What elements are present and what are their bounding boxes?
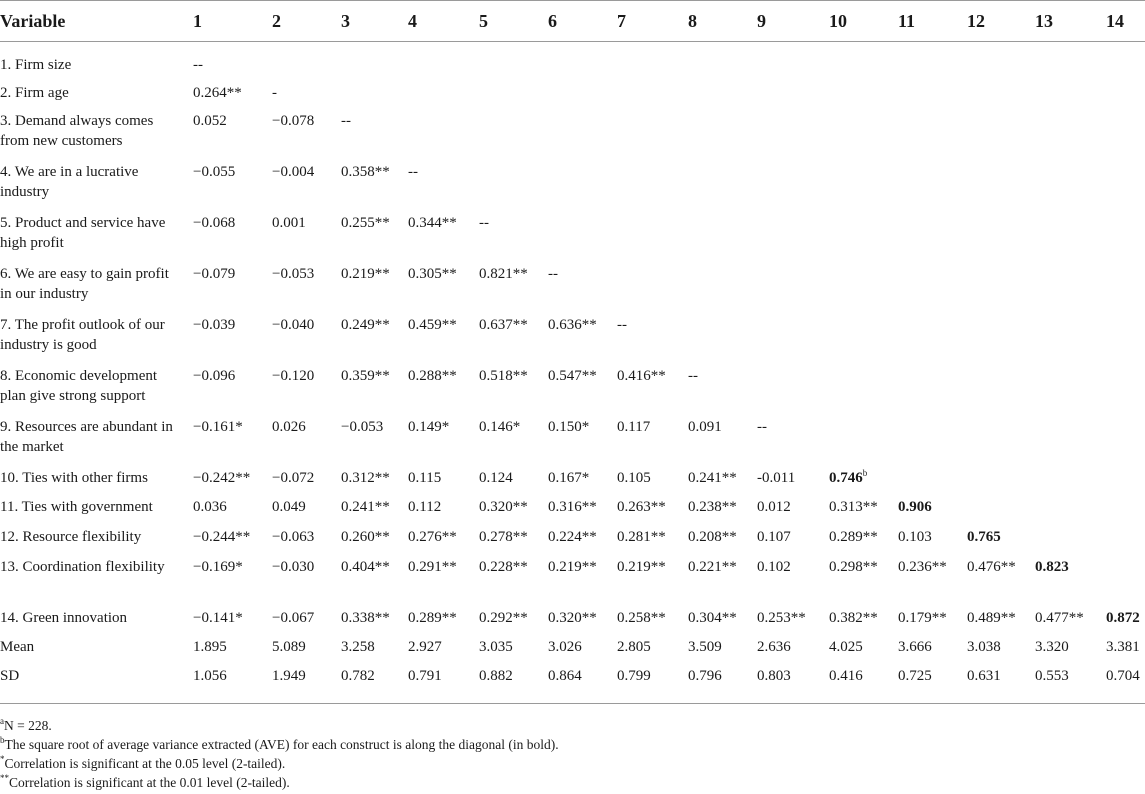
table-cell: 0.288** bbox=[408, 368, 457, 384]
table-cell: 0.359** bbox=[341, 368, 390, 384]
table-cell: -- bbox=[408, 164, 418, 180]
table-cell: −0.169* bbox=[193, 559, 243, 575]
table-cell: 0.278** bbox=[479, 529, 528, 545]
table-cell: 0.115 bbox=[408, 470, 442, 486]
row-variable-label: 1. Firm size bbox=[0, 57, 72, 73]
table-row bbox=[0, 664, 1145, 692]
table-cell: 0.263** bbox=[617, 499, 666, 515]
table-cell: 3.666 bbox=[898, 639, 932, 655]
footnote-text: The square root of average variance extracted (AVE) for each construct is along the diagonal (in bold). bbox=[4, 737, 559, 752]
table-cell: 0.782 bbox=[341, 668, 375, 684]
table-cell: 0.298** bbox=[829, 559, 878, 575]
table-cell: 0.012 bbox=[757, 499, 791, 515]
row-variable-label: SD bbox=[0, 668, 20, 684]
table-cell: −0.039 bbox=[193, 317, 236, 333]
table-cell: 0.476** bbox=[967, 559, 1016, 575]
table-cell: 0.026 bbox=[272, 419, 306, 435]
table-cell: 0.404** bbox=[341, 559, 390, 575]
table-cell: -- bbox=[479, 215, 489, 231]
table-cell: 0.553 bbox=[1035, 668, 1069, 684]
table-row bbox=[0, 364, 1145, 415]
table-cell: 0.224** bbox=[548, 529, 597, 545]
table-row bbox=[0, 555, 1145, 606]
table-cell: 3.035 bbox=[479, 639, 513, 655]
table-cell: 0.803 bbox=[757, 668, 791, 684]
table-cell: 3.038 bbox=[967, 639, 1001, 655]
table-cell: 0.124 bbox=[479, 470, 513, 486]
table-cell: 0.179** bbox=[898, 610, 947, 626]
footnote bbox=[0, 754, 1145, 773]
table-cell: 0.338** bbox=[341, 610, 390, 626]
table-cell: 0.305** bbox=[408, 266, 457, 282]
table-cell: 3.258 bbox=[341, 639, 375, 655]
table-cell: 0.416 bbox=[829, 668, 863, 684]
table-cell: 2.636 bbox=[757, 639, 791, 655]
table-cell: 0.304** bbox=[688, 610, 737, 626]
diagonal-ave-value bbox=[1106, 608, 1140, 628]
header-col-5: 5 bbox=[479, 11, 488, 31]
table-cell: -- bbox=[193, 57, 203, 73]
table-row bbox=[0, 313, 1145, 364]
table-cell: 0.725 bbox=[898, 668, 932, 684]
table-row bbox=[0, 606, 1145, 635]
table-cell: 0.358** bbox=[341, 164, 390, 180]
table-cell: 0.228** bbox=[479, 559, 528, 575]
table-cell: 0.001 bbox=[272, 215, 306, 231]
table-cell: 3.381 bbox=[1106, 639, 1140, 655]
table-cell: −0.053 bbox=[272, 266, 315, 282]
header-col-3: 3 bbox=[341, 11, 350, 31]
footnote-text: Correlation is significant at the 0.01 level (2-tailed). bbox=[9, 775, 290, 790]
footnote-marker: ** bbox=[0, 773, 9, 783]
table-cell: 0.276** bbox=[408, 529, 457, 545]
table-row bbox=[0, 160, 1145, 211]
row-variable-label: Mean bbox=[0, 639, 35, 655]
diagonal-ave-value bbox=[898, 497, 932, 517]
diagonal-ave-value bbox=[829, 468, 867, 488]
table-cell: −0.067 bbox=[272, 610, 315, 626]
table-cell: 0.208** bbox=[688, 529, 737, 545]
table-cell: 0.791 bbox=[408, 668, 442, 684]
table-cell: 0.103 bbox=[898, 529, 932, 545]
table-cell: 0.112 bbox=[408, 499, 442, 515]
footnote-marker: a bbox=[0, 716, 4, 726]
table-cell: 0.102 bbox=[757, 559, 791, 575]
table-cell: 5.089 bbox=[272, 639, 306, 655]
header-col-4: 4 bbox=[408, 11, 417, 31]
table-cell: 0.258** bbox=[617, 610, 666, 626]
table-cell: 0.344** bbox=[408, 215, 457, 231]
table-cell: 0.091 bbox=[688, 419, 722, 435]
table-cell: −0.161* bbox=[193, 419, 243, 435]
table-cell: 0.253** bbox=[757, 610, 806, 626]
header-col-6: 6 bbox=[548, 11, 557, 31]
table-cell: 0.704 bbox=[1106, 668, 1140, 684]
table-cell: 0.219** bbox=[341, 266, 390, 282]
table-cell: −0.068 bbox=[193, 215, 236, 231]
header-col-11: 11 bbox=[898, 11, 916, 31]
row-variable-label: 14. Green innovation bbox=[0, 610, 128, 626]
row-variable-label: 3. Demand always comes from new customers bbox=[0, 113, 154, 149]
header-col-14: 14 bbox=[1106, 11, 1124, 31]
table-cell: 2.805 bbox=[617, 639, 651, 655]
table-cell: 0.291** bbox=[408, 559, 457, 575]
header-col-7: 7 bbox=[617, 11, 626, 31]
header-col-9: 9 bbox=[757, 11, 766, 31]
table-cell: −0.053 bbox=[341, 419, 384, 435]
table-cell: −0.072 bbox=[272, 470, 315, 486]
row-variable-label: 13. Coordination flexibility bbox=[0, 559, 165, 575]
footnote-marker: b bbox=[0, 735, 5, 745]
table-cell: −0.004 bbox=[272, 164, 315, 180]
table-cell: 0.049 bbox=[272, 499, 306, 515]
table-cell: -- bbox=[688, 368, 698, 384]
table-cell: 0.416** bbox=[617, 368, 666, 384]
table-footnotes bbox=[0, 716, 1145, 792]
table-cell: -- bbox=[548, 266, 558, 282]
table-cell: 0.281** bbox=[617, 529, 666, 545]
table-cell: 4.025 bbox=[829, 639, 863, 655]
table-cell: 0.320** bbox=[479, 499, 528, 515]
table-cell: 0.036 bbox=[193, 499, 227, 515]
table-cell: 0.264** bbox=[193, 85, 242, 101]
table-cell: 0.882 bbox=[479, 668, 513, 684]
footnote-marker: * bbox=[0, 754, 5, 764]
table-cell: −0.079 bbox=[193, 266, 236, 282]
table-cell: 0.260** bbox=[341, 529, 390, 545]
table-cell: 0.221** bbox=[688, 559, 737, 575]
table-cell: −0.244** bbox=[193, 529, 251, 545]
ave-bold-value: 0.906 bbox=[898, 499, 932, 515]
table-cell: −0.040 bbox=[272, 317, 315, 333]
table-cell: 0.249** bbox=[341, 317, 390, 333]
row-variable-label: 8. Economic development plan give strong support bbox=[0, 368, 158, 404]
table-cell: 0.167* bbox=[548, 470, 590, 486]
table-cell: 0.637** bbox=[479, 317, 528, 333]
table-cell: 0.236** bbox=[898, 559, 947, 575]
table-cell: −0.120 bbox=[272, 368, 315, 384]
table-cell: 0.238** bbox=[688, 499, 737, 515]
ave-bold-value: 0.765 bbox=[967, 529, 1001, 545]
row-variable-label: 2. Firm age bbox=[0, 85, 69, 101]
table-row bbox=[0, 211, 1145, 262]
table-row bbox=[0, 635, 1145, 664]
header-col-12: 12 bbox=[967, 11, 985, 31]
ave-bold-value: 0.872 bbox=[1106, 610, 1140, 626]
table-cell: 0.292** bbox=[479, 610, 528, 626]
table-cell: 0.312** bbox=[341, 470, 390, 486]
table-bottom-rule bbox=[0, 703, 1145, 704]
table-cell: −0.030 bbox=[272, 559, 315, 575]
header-col-13: 13 bbox=[1035, 11, 1053, 31]
table-cell: 1.949 bbox=[272, 668, 306, 684]
table-row bbox=[0, 109, 1145, 160]
footnote bbox=[0, 716, 1145, 735]
row-variable-label: 9. Resources are abundant in the market bbox=[0, 419, 173, 455]
table-cell: 0.518** bbox=[479, 368, 528, 384]
header-col-8: 8 bbox=[688, 11, 697, 31]
table-cell: 0.219** bbox=[548, 559, 597, 575]
table-cell: 2.927 bbox=[408, 639, 442, 655]
table-cell: 0.105 bbox=[617, 470, 651, 486]
table-cell: 0.821** bbox=[479, 266, 528, 282]
table-cell: - bbox=[272, 85, 277, 101]
table-cell: 0.149* bbox=[408, 419, 450, 435]
row-variable-label: 7. The profit outlook of our industry is good bbox=[0, 317, 165, 353]
table-cell: −0.063 bbox=[272, 529, 315, 545]
table-cell: 0.799 bbox=[617, 668, 651, 684]
header-col-10: 10 bbox=[829, 11, 847, 31]
header-variable: Variable bbox=[0, 11, 66, 31]
footnote bbox=[0, 735, 1145, 754]
footnote-marker: b bbox=[862, 468, 868, 478]
ave-bold-value: 0.823 bbox=[1035, 559, 1069, 575]
diagonal-ave-value bbox=[967, 527, 1001, 547]
table-cell: −0.096 bbox=[193, 368, 236, 384]
row-variable-label: 6. We are easy to gain profit in our industry bbox=[0, 266, 169, 302]
table-cell: 0.219** bbox=[617, 559, 666, 575]
table-row bbox=[0, 466, 1145, 495]
table-cell: 0.255** bbox=[341, 215, 390, 231]
table-cell: 0.459** bbox=[408, 317, 457, 333]
footnote bbox=[0, 773, 1145, 792]
table-cell: 0.289** bbox=[829, 529, 878, 545]
table-cell: -- bbox=[341, 113, 351, 129]
header-col-1: 1 bbox=[193, 11, 202, 31]
table-cell: 0.107 bbox=[757, 529, 791, 545]
table-cell: 0.631 bbox=[967, 668, 1001, 684]
table-cell: −0.078 bbox=[272, 113, 315, 129]
row-variable-label: 11. Ties with government bbox=[0, 499, 153, 515]
row-variable-label: 12. Resource flexibility bbox=[0, 529, 142, 545]
table-cell: 0.313** bbox=[829, 499, 878, 515]
table-cell: -- bbox=[757, 419, 767, 435]
header-col-2: 2 bbox=[272, 11, 281, 31]
table-cell: 0.241** bbox=[688, 470, 737, 486]
table-cell: 0.477** bbox=[1035, 610, 1084, 626]
table-cell: 0.117 bbox=[617, 419, 651, 435]
table-cell: 1.056 bbox=[193, 668, 227, 684]
row-variable-label: 5. Product and service have high profit bbox=[0, 215, 166, 251]
row-variable-label: 4. We are in a lucrative industry bbox=[0, 164, 139, 200]
ave-bold-value: 0.746 bbox=[829, 470, 863, 486]
table-cell: 0.636** bbox=[548, 317, 597, 333]
table-cell: -- bbox=[617, 317, 627, 333]
table-cell: 0.864 bbox=[548, 668, 582, 684]
table-cell: 3.509 bbox=[688, 639, 722, 655]
table-cell: −0.242** bbox=[193, 470, 251, 486]
table-cell: 0.382** bbox=[829, 610, 878, 626]
table-cell: −0.141* bbox=[193, 610, 243, 626]
table-cell: 0.146* bbox=[479, 419, 521, 435]
table-cell: 0.241** bbox=[341, 499, 390, 515]
table-cell: 0.796 bbox=[688, 668, 722, 684]
table-cell: 3.026 bbox=[548, 639, 582, 655]
table-row bbox=[0, 262, 1145, 313]
footnote-text: N = 228. bbox=[4, 718, 52, 733]
table-cell: 0.316** bbox=[548, 499, 597, 515]
table-row bbox=[0, 495, 1145, 525]
table-cell: 0.052 bbox=[193, 113, 227, 129]
table-cell: 1.895 bbox=[193, 639, 227, 655]
table-cell: 3.320 bbox=[1035, 639, 1069, 655]
diagonal-ave-value bbox=[1035, 557, 1069, 577]
table-row bbox=[0, 53, 1145, 81]
table-cell: 0.289** bbox=[408, 610, 457, 626]
table-header-row bbox=[0, 0, 1145, 42]
footnote-text: Correlation is significant at the 0.05 level (2-tailed). bbox=[4, 756, 286, 771]
table-cell: 0.547** bbox=[548, 368, 597, 384]
row-variable-label: 10. Ties with other firms bbox=[0, 470, 148, 486]
table-row bbox=[0, 81, 1145, 109]
table-cell: 0.489** bbox=[967, 610, 1016, 626]
table-row bbox=[0, 415, 1145, 466]
table-row bbox=[0, 525, 1145, 555]
table-cell: 0.150* bbox=[548, 419, 590, 435]
table-body bbox=[0, 42, 1145, 692]
table-cell: 0.320** bbox=[548, 610, 597, 626]
table-cell: -0.011 bbox=[757, 470, 796, 486]
table-cell: −0.055 bbox=[193, 164, 236, 180]
